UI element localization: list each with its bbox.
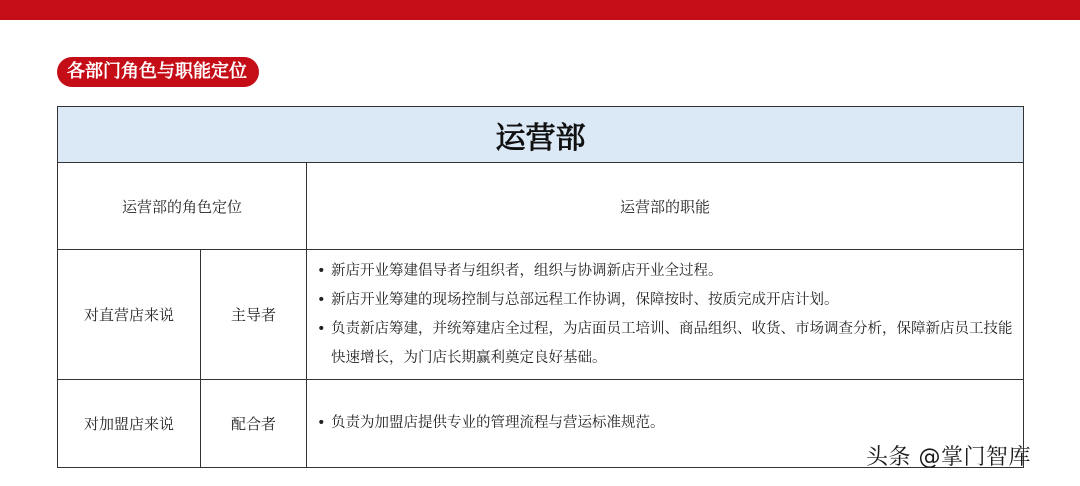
duty-list — [307, 257, 1023, 373]
role-cell: 主导者 — [201, 250, 307, 380]
duty-text: 负责新店筹建，并统筹建店全过程，为店面员工培训、商品组织、收货、市场调查分析，保障新店员工技能快速增长，为门店长期赢利奠定良好基础。 — [331, 320, 1013, 366]
list-item — [317, 315, 1013, 373]
table-row — [58, 250, 1024, 380]
store-type-cell: 对直营店来说 — [58, 250, 201, 380]
top-accent-bar — [0, 0, 1080, 20]
duty-text: 新店开业筹建倡导者与组织者，组织与协调新店开业全过程。 — [331, 262, 723, 279]
duty-text: 负责为加盟店提供专业的管理流程与营运标准规范。 — [331, 415, 665, 431]
list-item — [317, 409, 1013, 438]
list-item — [317, 257, 1013, 286]
duty-list — [307, 409, 1023, 438]
duty-text: 新店开业筹建的现场控制与总部远程工作协调，保障按时、按质完成开店计划。 — [331, 291, 839, 308]
duties-header: 运营部的职能 — [307, 163, 1024, 250]
store-type-cell: 对加盟店来说 — [58, 380, 201, 468]
role-header: 运营部的角色定位 — [58, 163, 307, 250]
role-cell: 配合者 — [201, 380, 307, 468]
section-title: 各部门角色与职能定位 — [57, 57, 259, 87]
bullet-icon: • — [317, 291, 326, 308]
bullet-icon: • — [317, 262, 326, 279]
bullet-icon: • — [317, 415, 326, 431]
duties-cell — [307, 250, 1024, 380]
role-table — [57, 106, 1023, 468]
list-item — [317, 286, 1013, 315]
table-title: 运营部 — [58, 107, 1024, 163]
watermark: 头条 @掌门智库 — [866, 445, 1031, 470]
bullet-icon: • — [317, 320, 326, 337]
